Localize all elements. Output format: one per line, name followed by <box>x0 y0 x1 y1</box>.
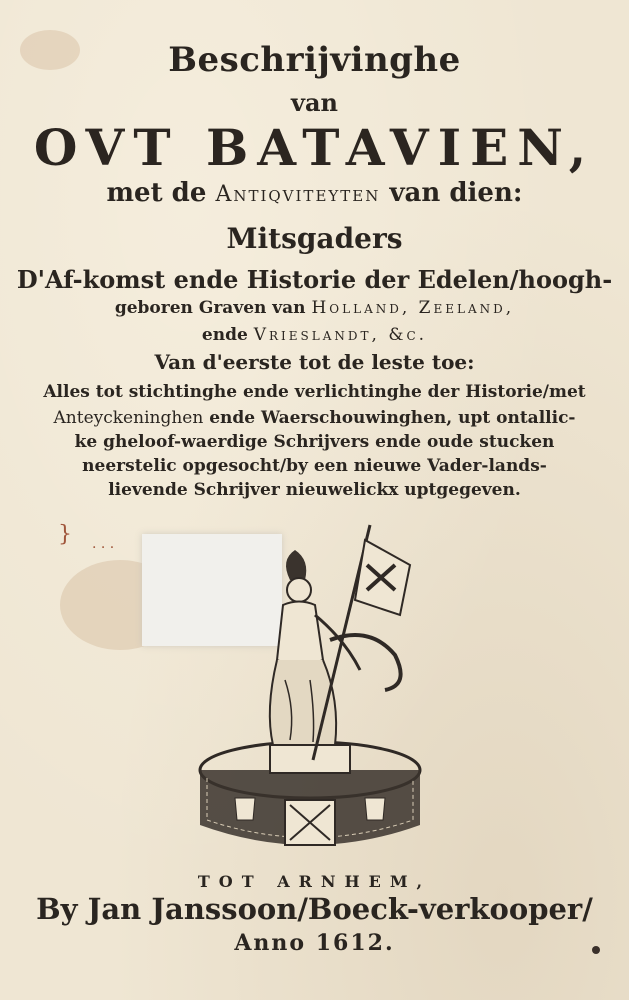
title-line-5: Mitsgaders <box>226 222 403 255</box>
title-line-10: Alles tot stichtinghe ende verlichtinghe der Historie/met <box>43 382 586 402</box>
title-line-11b: ende Waerschouwinghen, upt ontallic- <box>209 408 576 428</box>
title-line-7 <box>0 298 629 318</box>
title-line-8b: Vrieslandt, &c. <box>253 325 428 345</box>
title-line-4c: van dien: <box>389 178 523 208</box>
title-line-4 <box>0 178 629 208</box>
printers-device-woodcut <box>195 520 425 865</box>
imprint-printer: By Jan Janssoon/Boeck-verkooper/ <box>36 892 593 926</box>
title-line-7b: Holland, Zeeland, <box>311 298 515 318</box>
title-line-9: Van d'eerste tot de leste toe: <box>154 350 475 374</box>
ink-spot <box>592 946 600 954</box>
title-line-13: neerstelic opgesocht/by een nieuwe Vader-lands- <box>82 456 547 476</box>
title-line-7a: geboren Graven van <box>114 298 306 318</box>
main-title: OVT BATAVIEN, <box>33 118 596 177</box>
title-line-14: lievende Schrijver nieuwelickx uptgegeven. <box>108 480 521 500</box>
title-line-11 <box>0 408 629 428</box>
title-line-4a: met de <box>106 178 207 208</box>
title-line-4b: Antiqviteyten <box>215 182 381 207</box>
title-line-8a: ende <box>201 325 248 345</box>
title-line-6: D'Af-komst ende Historie der Edelen/hoogh- <box>16 265 613 294</box>
title-line-12: ke gheloof-waerdige Schrijvers ende oude stucken <box>74 432 555 452</box>
manuscript-mark: } <box>58 522 72 547</box>
title-line-2: van <box>291 88 338 117</box>
title-line-8 <box>0 325 629 345</box>
title-line-11a: Anteyckeninghen <box>53 408 204 428</box>
title-line-1: Beschrijvinghe <box>168 40 461 80</box>
imprint-city: TOT ARNHEM, <box>197 872 432 891</box>
manuscript-mark: · · · <box>92 540 115 556</box>
imprint-year: Anno 1612. <box>234 930 395 956</box>
